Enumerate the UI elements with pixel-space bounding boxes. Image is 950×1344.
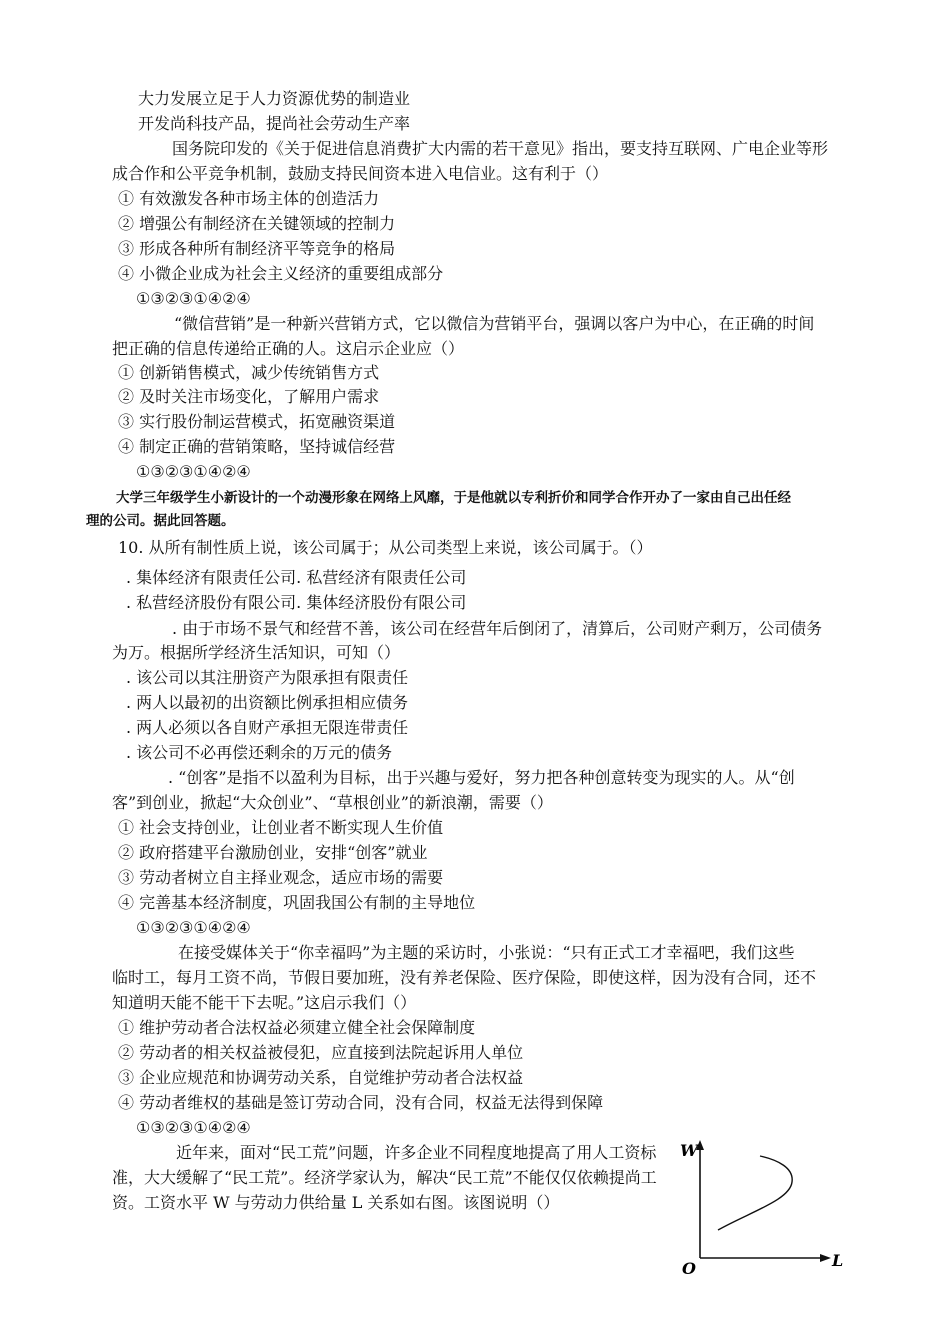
wage-labor-supply-figure <box>670 1130 860 1275</box>
material-intro: 大学三年级学生小新设计的一个动漫形象在网络上风靡，于是他就以专利折价和同学合作开办了一家由自己出任经 <box>116 490 791 506</box>
option-line: ④ 制定正确的营销策略，坚持诚信经营 <box>118 437 396 456</box>
question-stem: 临时工，每月工资不尚，节假日要加班，没有养老保险、医疗保险，即使这样，因为没有合同，还不 <box>112 968 817 987</box>
question-stem: “微信营销”是一种新兴营销方式，它以微信为营销平台，强调以客户为中心，在正确的时间 <box>174 314 815 333</box>
answer-choices: ①③②③①④②④ <box>136 1118 251 1137</box>
option-line: . 私营经济股份有限公司. 集体经济股份有限公司 <box>126 593 467 612</box>
material-intro: 理的公司。据此回答题。 <box>86 513 235 529</box>
question-stem: . 由于市场不景气和经营不善，该公司在经营年后倒闭了，清算后，公司财产剩万，公司债务 <box>172 619 823 638</box>
option-line: ③ 企业应规范和协调劳动关系，自觉维护劳动者合法权益 <box>118 1068 524 1087</box>
option-line: ② 劳动者的相关权益被侵犯，应直接到法院起诉用人单位 <box>118 1043 524 1062</box>
option-line: ③ 实行股份制运营模式，拓宽融资渠道 <box>118 412 396 431</box>
text-line: 开发尚科技产品，提尚社会劳动生产率 <box>138 114 411 133</box>
option-line: ① 有效激发各种市场主体的创造活力 <box>118 189 380 208</box>
question-stem: 国务院印发的《关于促进信息消费扩大内需的若干意见》指出，要支持互联网、广电企业等形 <box>172 139 829 158</box>
supply-curve <box>718 1156 792 1230</box>
answer-choices: ①③②③①④②④ <box>136 289 251 308</box>
option-line: ④ 完善基本经济制度，巩固我国公有制的主导地位 <box>118 893 476 912</box>
origin-label: O <box>682 1259 696 1275</box>
question-stem: . “创客”是指不以盈利为目标，出于兴趣与爱好，努力把各种创意转变为现实的人。从“创 <box>168 768 795 787</box>
y-axis-label: W <box>680 1141 698 1160</box>
text-line: 大力发展立足于人力资源优势的制造业 <box>138 89 411 108</box>
option-line: ① 维护劳动者合法权益必须建立健全社会保障制度 <box>118 1018 476 1037</box>
option-line: . 该公司不必再偿还剩余的万元的债务 <box>126 743 393 762</box>
x-axis-arrow-icon <box>820 1254 831 1262</box>
question-stem: 成合作和公平竞争机制，鼓励支持民间资本进入电信业。这有利于（） <box>112 164 609 183</box>
option-line: ① 创新销售模式，减少传统销售方式 <box>118 363 380 382</box>
option-line: . 该公司以其注册资产为限承担有限责任 <box>126 668 409 687</box>
question-stem: 在接受媒体关于“你幸福吗”为主题的采访时，小张说：“只有正式工才幸福吧，我们这些 <box>178 943 795 962</box>
option-line: ④ 劳动者维权的基础是签订劳动合同，没有合同，权益无法得到保障 <box>118 1093 604 1112</box>
question-stem: 为万。根据所学经济生活知识，可知（） <box>112 643 401 662</box>
option-line: ② 政府搭建平台激励创业，安排“创客”就业 <box>118 843 428 862</box>
option-line: ③ 形成各种所有制经济平等竞争的格局 <box>118 239 396 258</box>
final-question-paragraph: 近年来，面对“民工荒”问题，许多企业不同程度地提高了用人工资标准，大大缓解了“民工荒”。经济学家认为，解决“民工荒”不能仅仅依赖提尚工资。工资水平 W 与劳动力供给量 L 关系如右图。该图说明（） <box>112 1143 657 1212</box>
option-line: . 两人以最初的出资额比例承担相应债务 <box>126 693 409 712</box>
question-stem: 知道明天能不能干下去呢。”这启示我们（） <box>112 993 417 1012</box>
option-line: . 集体经济有限责任公司. 私营经济有限责任公司 <box>126 568 467 587</box>
question-stem: 10. 从所有制性质上说，该公司属于；从公司类型上来说，该公司属于。（） <box>118 538 653 557</box>
option-line: ① 社会支持创业，让创业者不断实现人生价值 <box>118 818 444 837</box>
x-axis-label: L <box>832 1251 844 1270</box>
option-line: ② 及时关注市场变化，了解用户需求 <box>118 387 380 406</box>
answer-choices: ①③②③①④②④ <box>136 918 251 937</box>
option-line: ③ 劳动者树立自主择业观念，适应市场的需要 <box>118 868 444 887</box>
question-stem: 客”到创业，掀起“大众创业”、“草根创业”的新浪潮，需要（） <box>112 793 553 812</box>
option-line: . 两人必须以各自财产承担无限连带责任 <box>126 718 409 737</box>
answer-choices: ①③②③①④②④ <box>136 462 251 481</box>
option-line: ④ 小微企业成为社会主义经济的重要组成部分 <box>118 264 444 283</box>
question-stem: 把正确的信息传递给正确的人。这启示企业应（） <box>112 339 465 358</box>
option-line: ② 增强公有制经济在关键领域的控制力 <box>118 214 396 233</box>
